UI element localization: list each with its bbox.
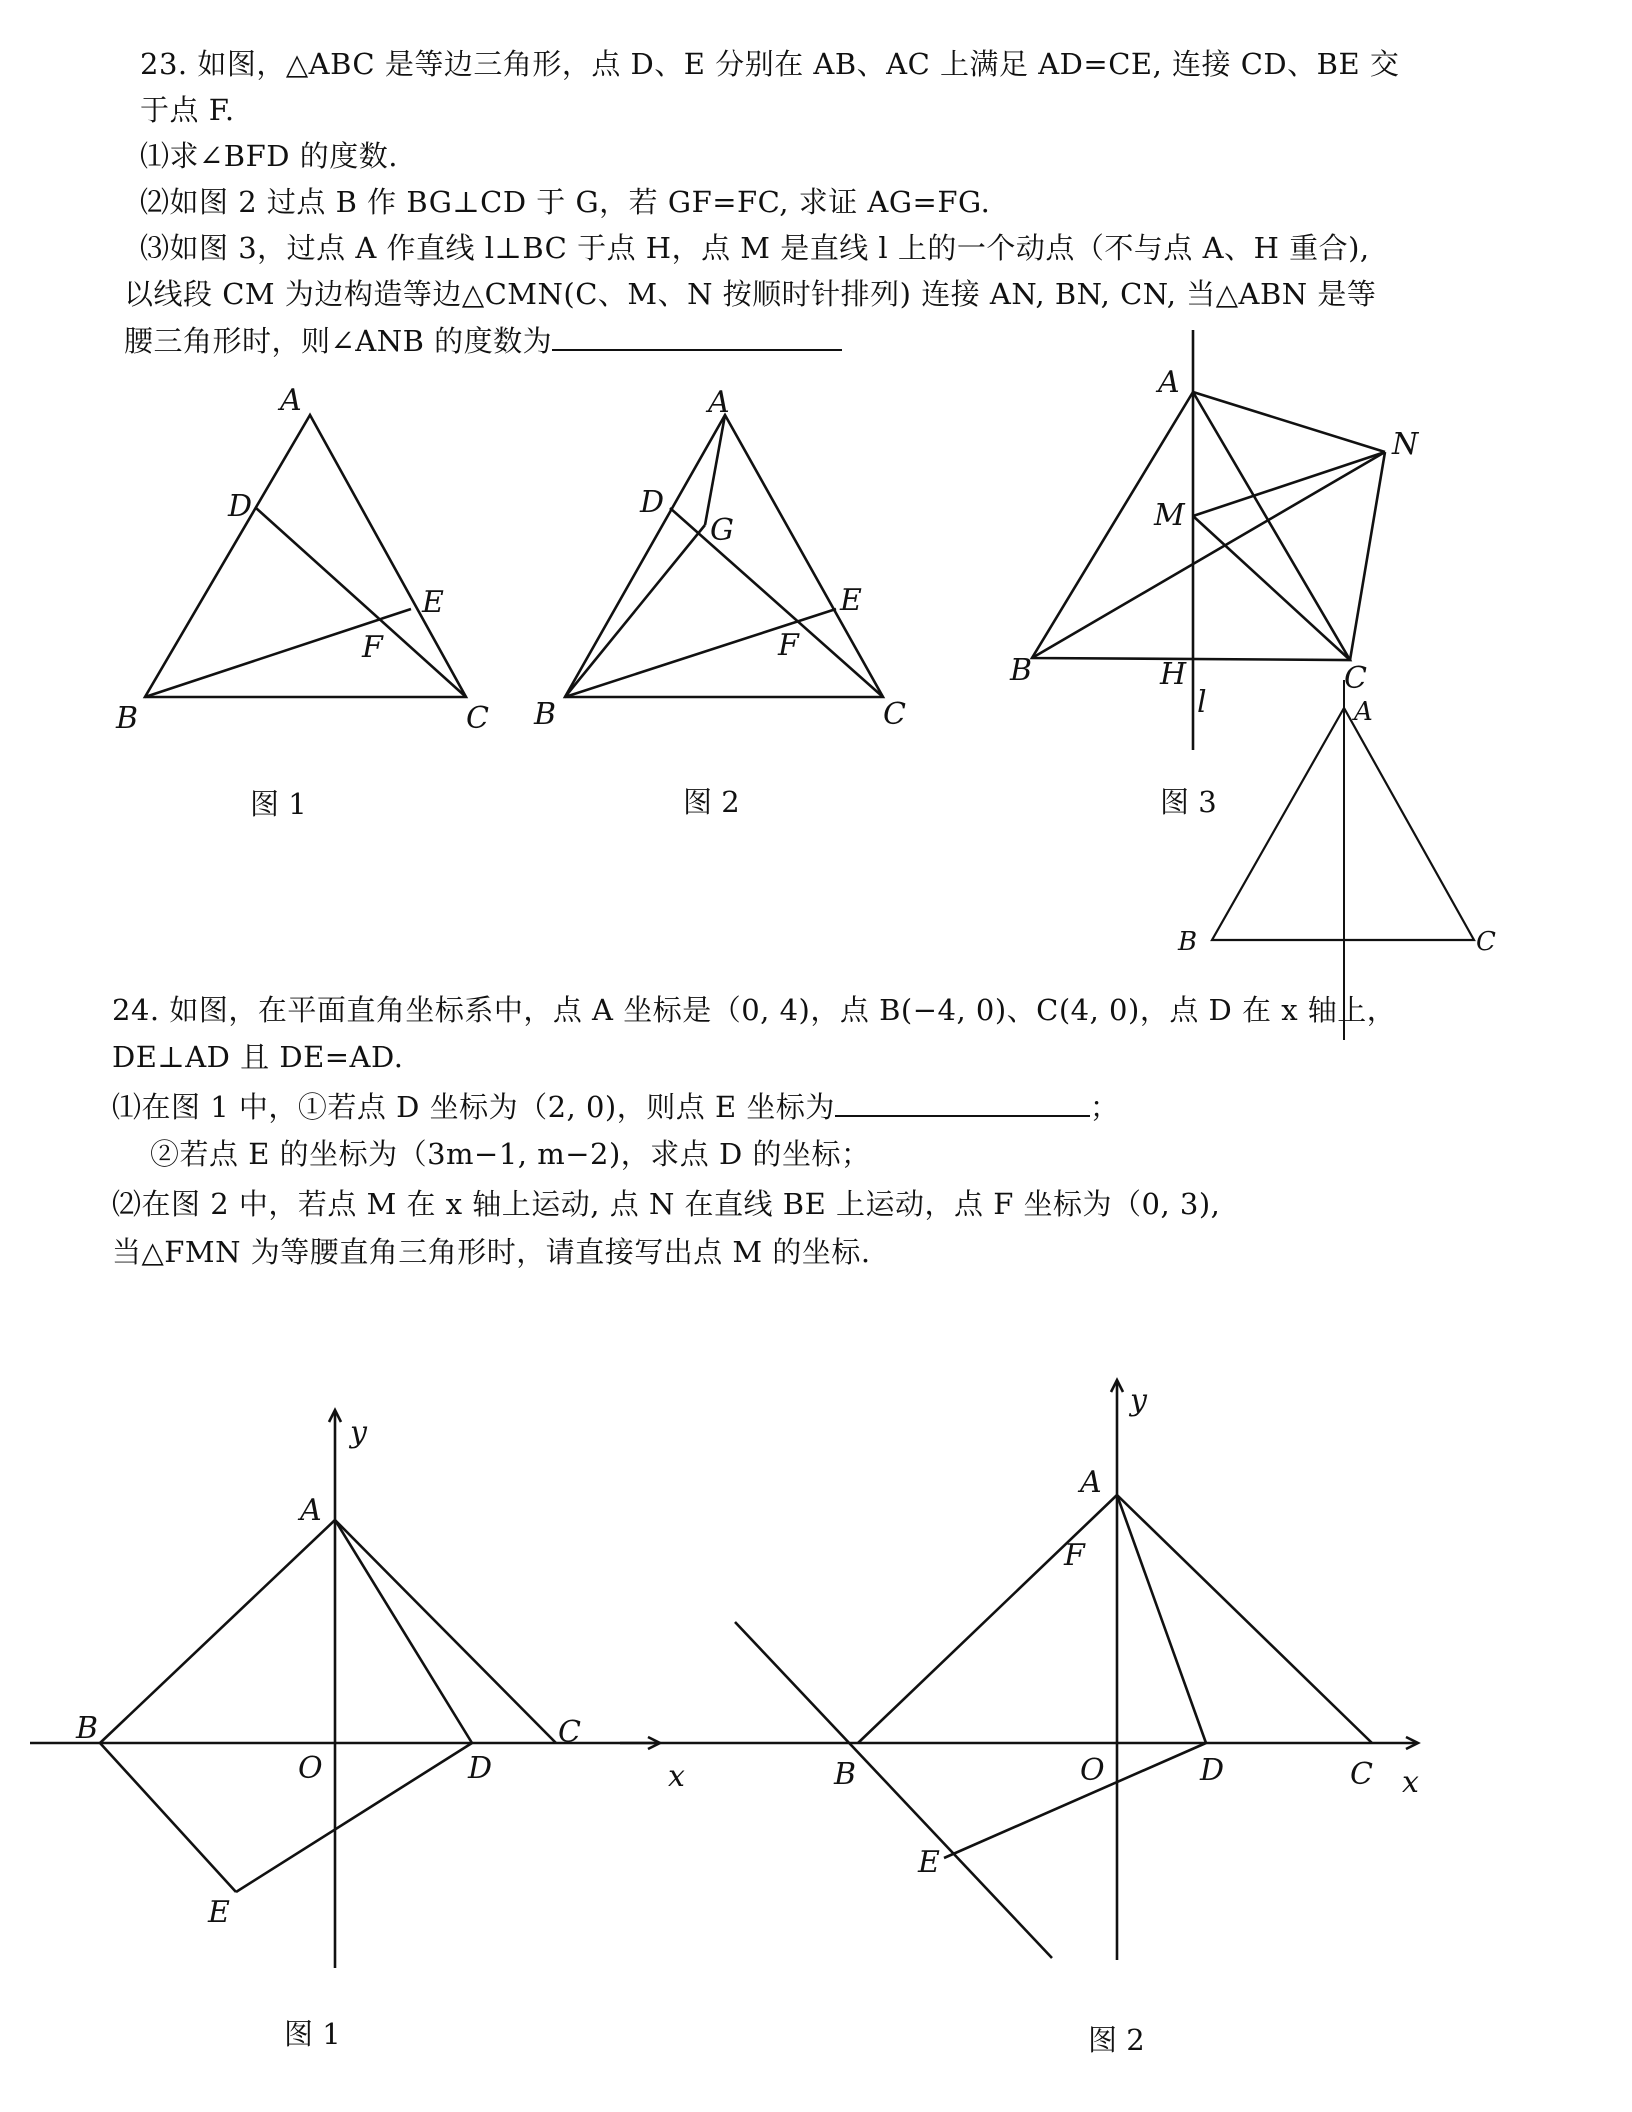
- fig1-label-x: x: [668, 1759, 685, 1794]
- fig2-label-a: A: [1080, 1465, 1102, 1500]
- q23-part3a: ⑶如图 3，过点 A 作直线 l⊥BC 于点 H，点 M 是直线 l 上的一个动点（不与点 A、H 重合),: [140, 231, 1370, 265]
- fig1-segment-ab: [100, 1520, 335, 1743]
- fig2-label-g: G: [710, 513, 734, 548]
- q24-part1b: ②若点 E 的坐标为（3m−1, m−2)，求点 D 的坐标；: [150, 1137, 871, 1171]
- q23-fig3-caption: 图 3: [1160, 785, 1217, 819]
- fig1-label-e: E: [208, 1895, 230, 1930]
- q23-part3c-text: 腰三角形时，则∠ANB 的度数为: [124, 324, 553, 358]
- q23-line1: 23. 如图，△ABC 是等边三角形，点 D、E 分别在 AB、AC 上满足 AD=CE, 连接 CD、BE 交: [140, 47, 1400, 81]
- fig2-label-b: B: [834, 1757, 857, 1792]
- fig2-label-f: F: [778, 628, 799, 663]
- fig1-segment-ad: [335, 1520, 472, 1743]
- fig1-segment-be: [100, 1743, 236, 1892]
- fig1-segment-de: [236, 1743, 472, 1892]
- fig2-label-x: x: [1402, 1765, 1419, 1800]
- fig3-label-c: C: [1344, 661, 1367, 696]
- fig2-line-be: [735, 1622, 1052, 1958]
- q24-fig2-caption: 图 2: [1088, 2023, 1145, 2057]
- fig2-label-c: C: [883, 697, 906, 732]
- q24-part2: ⑵在图 2 中，若点 M 在 x 轴上运动, 点 N 在直线 BE 上运动，点 F 坐标为（0, 3),: [112, 1187, 1221, 1221]
- fig2-segment-ac: [1117, 1495, 1372, 1743]
- fig2-segment-ab: [858, 1495, 1117, 1743]
- fig1-label-d: D: [228, 489, 253, 524]
- fig2-label-y: y: [1130, 1383, 1147, 1418]
- fig2-label-o: O: [1080, 1753, 1105, 1788]
- fig2-label-d: D: [1200, 1753, 1225, 1788]
- fig2-label-c: C: [1350, 1757, 1373, 1792]
- q24-fig1: [30, 1410, 685, 1968]
- q23-part3b: 以线段 CM 为边构造等边△CMN(C、M、N 按顺时针排列) 连接 AN, BN, CN, 当△ABN 是等: [124, 277, 1377, 311]
- sketch-label-b: B: [1178, 927, 1198, 957]
- fig2-label-b: B: [534, 697, 557, 732]
- q24-line1: 24. 如图，在平面直角坐标系中，点 A 坐标是（0, 4)，点 B(−4, 0)、C(4, 0)，点 D 在 x 轴上，: [112, 993, 1397, 1027]
- fig3-label-b: B: [1010, 653, 1033, 688]
- sketch-label-c: C: [1476, 927, 1496, 957]
- fig1-label-e: E: [422, 585, 444, 620]
- fig1-label-a: A: [300, 1493, 322, 1528]
- q23-fig1-caption: 图 1: [250, 787, 307, 821]
- fig3-label-m: M: [1154, 498, 1185, 533]
- fig2-segment-de: [944, 1743, 1206, 1858]
- fig2-segment-ad: [1117, 1495, 1206, 1743]
- fig3-label-a: A: [1158, 365, 1180, 400]
- q24-fig2: [620, 1380, 1419, 1960]
- q24-line2: DE⊥AD 且 DE=AD.: [112, 1040, 404, 1074]
- q24-part1-text: ⑴在图 1 中，①若点 D 坐标为（2, 0)，则点 E 坐标为: [112, 1090, 835, 1124]
- fig1-label-a: A: [280, 383, 302, 418]
- fig2-label-e: E: [918, 1845, 940, 1880]
- q24-part2b: 当△FMN 为等腰直角三角形时，请直接写出点 M 的坐标.: [112, 1235, 871, 1269]
- fig3-label-l: l: [1197, 685, 1207, 720]
- fig1-label-d: D: [468, 1751, 493, 1786]
- q23-line2: 于点 F.: [140, 93, 235, 127]
- q23-fig2-caption: 图 2: [683, 785, 740, 819]
- q23-part2: ⑵如图 2 过点 B 作 BG⊥CD 于 G，若 GF=FC, 求证 AG=FG.: [140, 185, 991, 219]
- fig1-label-b: B: [76, 1711, 99, 1746]
- fig1-label-b: B: [116, 701, 139, 736]
- fig2-label-e: E: [840, 583, 862, 618]
- fig1-label-y: y: [350, 1415, 367, 1450]
- fig3-label-h: H: [1160, 657, 1187, 692]
- fig1-label-c: C: [466, 701, 489, 736]
- fig3-label-n: N: [1392, 427, 1419, 462]
- q24-fig1-caption: 图 1: [284, 2017, 341, 2051]
- fig1-label-f: F: [362, 630, 383, 665]
- fig1-segment-ac: [335, 1520, 556, 1743]
- q23-part1: ⑴求∠BFD 的度数.: [140, 139, 398, 173]
- fig2-label-d: D: [640, 485, 665, 520]
- fig1-label-o: O: [298, 1751, 323, 1786]
- fig2-label-f: F: [1064, 1538, 1085, 1573]
- q24-part1-end: ；: [1089, 1090, 1120, 1124]
- fig1-label-c: C: [558, 1715, 581, 1750]
- fig2-label-a: A: [708, 385, 730, 420]
- sketch-label-a: A: [1354, 697, 1373, 727]
